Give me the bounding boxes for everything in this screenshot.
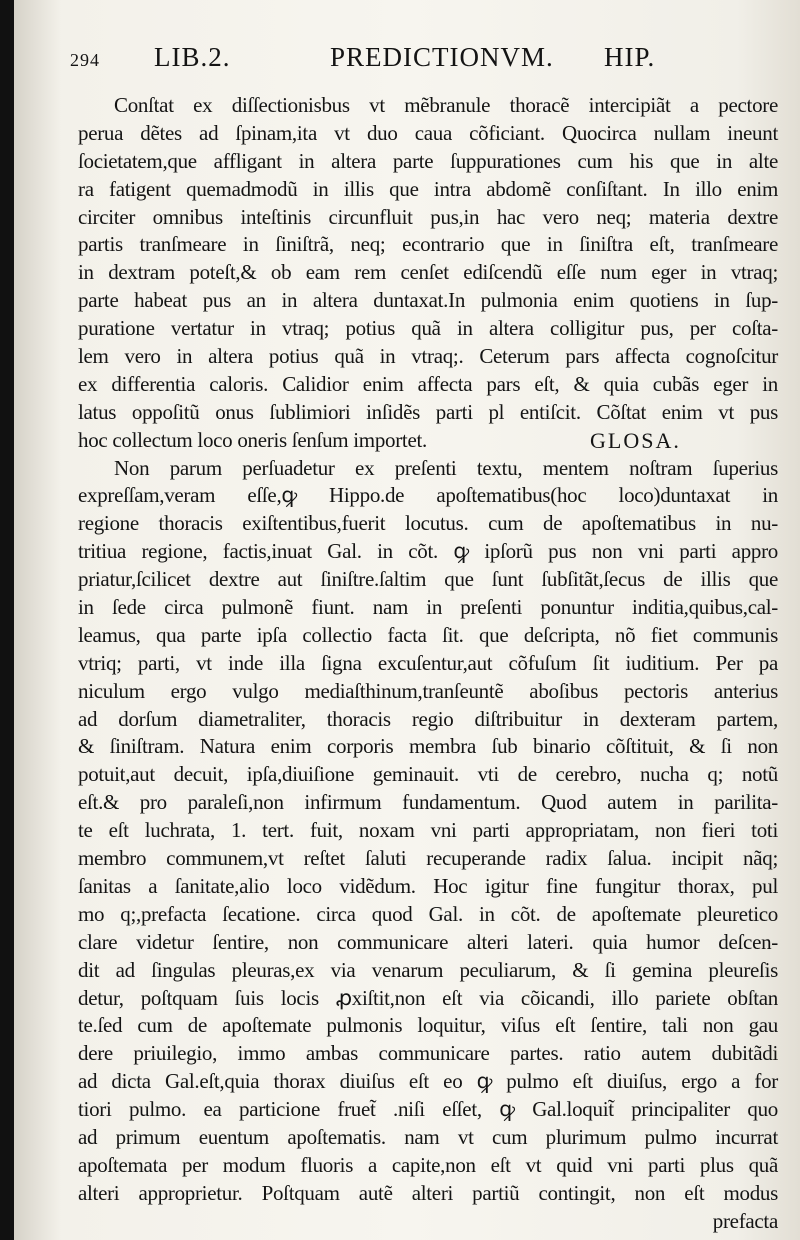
text-line: ad primum euentum apoſtematis. nam vt cum plurimum pulmo incurrat	[78, 1124, 778, 1149]
text-line: in ſede circa pulmonẽ fiunt. nam in preſenti ponuntur inditia,quibus,cal-	[78, 595, 778, 620]
text-line: priatur,ſcilicet dextre aut ſiniſtre.ſaltim que ſunt ſubſitãt,ſecus de illis que	[78, 567, 778, 592]
text-line: clare videtur ſentire, non communicare alteri lateri. quia humor deſcen-	[78, 929, 778, 954]
text-line: potuit,aut decuit, ipſa,diuiſione geminauit. vti de cerebro, nucha q; notũ	[78, 762, 778, 787]
text-line: parte habeat pus an in altera duntaxat.In pulmonia enim quotiens in ſup-	[78, 288, 778, 313]
text-line: ra fatigent quemadmodũ in illis que intra abdomẽ conſiſtant. In illo enim	[78, 176, 778, 201]
book-page	[14, 0, 800, 1240]
text-line: membro communem,vt reſtet ſaluti recuperande radix ſalua. incipit nãq;	[78, 846, 778, 871]
text-line: leamus, qua parte ipſa collectio facta ſit. que deſcripta, nõ fiet communis	[78, 622, 778, 647]
text-line: lem vero in altera potius quã in vtraq;. Ceterum pars affecta cognoſcitur	[78, 344, 778, 369]
text-line: dere priuilegio, immo ambas communicare partes. ratio autem dubitãdi	[78, 1041, 778, 1066]
text-line: expreſſam,veram eſſe,ꝙ Hippo.de apoſtematibus(hoc loco)duntaxat in	[78, 483, 778, 508]
book-number: LIB.2.	[154, 42, 231, 72]
page-number: 294	[70, 50, 100, 70]
text-line: ſanitas a ſanitate,alio loco vidẽdum. Hoc igitur fine fungitur thorax, pul	[78, 873, 778, 898]
text-line: mo q;,prefacta ſecatione. circa quod Gal. in cõt. de apoſtemate pleuretico	[78, 901, 778, 926]
text-line-with-glosa	[78, 427, 778, 455]
text-line: perua dẽtes ad ſpinam,ita vt duo caua cõficiant. Quocirca nullam ineunt	[78, 120, 778, 145]
text-line: te.ſed cum de apoſtemate pulmonis loquitur, viſus eſt ſentire, tali non gau	[78, 1013, 778, 1038]
catchword: prefacta	[712, 1208, 778, 1233]
text-line: apoſtemata per modum fluoris a capite,non eſt vt quid vni parti plus quã	[78, 1152, 778, 1177]
author-abbrev: HIP.	[604, 42, 656, 72]
text-line: ad dorſum diametraliter, thoracis regio diſtribuitur in dexteram partem,	[78, 706, 778, 731]
text-line: latus oppoſitũ onus ſublimiori inſidẽs parti pl entiſcit. Cõſtat enim vt pus	[78, 399, 778, 424]
text-line: ad dicta Gal.eſt,quia thorax diuiſus eſt eo ꝙ pulmo eſt diuiſus, ergo a for	[78, 1069, 778, 1094]
glosa-heading: GLOSA.	[590, 427, 681, 453]
text-line: ex differentia caloris. Calidior enim affecta pars eſt, & quia cubãs eger in	[78, 371, 778, 396]
text-line: puratione vertatur in vtraq; potius quã in altera colligitur pus, per coſta-	[78, 316, 778, 341]
running-header	[64, 42, 770, 82]
scan-border	[0, 0, 14, 1240]
text-line: partis tranſmeare in ſiniſtrã, neq; econtrario que in ſiniſtra eſt, tranſmeare	[78, 232, 778, 257]
running-title: PREDICTIONVM.	[330, 42, 554, 72]
text-line: detur, poſtquam ſuis locis ꝓxiſtit,non eſt via cõicandi, illo pariete obſtan	[78, 985, 778, 1010]
text-line: & ſiniſtram. Natura enim corporis membra ſub binario cõſtituit, & ſi non	[78, 734, 778, 759]
text-line: niculum ergo vulgo mediaſthinum,tranſeuntẽ aboſibus pectoris anterius	[78, 678, 778, 703]
text-line: regione thoracis exiſtentibus,fuerit locutus. cum de apoſtematibus in nu-	[78, 511, 778, 536]
text-line: hoc collectum loco oneris ſenſum importet.	[78, 427, 427, 452]
text-line: vtriq; parti, vt inde illa ſigna excuſentur,aut cõfuſum ſit iuditium. Per pa	[78, 650, 778, 675]
text-line: tritiua regione, factis,inuat Gal. in cõt. ꝙ ipſorũ pus non vni parti appro	[78, 539, 778, 564]
text-line: Conſtat ex diſſectionisbus vt mẽbranule thoracẽ intercipiãt a pectore	[114, 93, 778, 117]
text-line: tiori pulmo. ea particione fruet̃ .niſi eſſet, ꝙ Gal.loquit̃ principaliter quo	[78, 1097, 778, 1122]
text-line: in dextram poteſt,& ob eam rem cenſet ediſcendũ eſſe num eger in vtraq;	[78, 260, 778, 285]
text-line: Non parum perſuadetur ex preſenti textu, mentem noſtram ſuperius	[114, 455, 778, 480]
text-line: eſt.& pro paraleſi,non infirmum fundamentum. Quod autem in parilita-	[78, 790, 778, 815]
text-line: dit ad ſingulas pleuras,ex via venarum peculiarum, & ſi gemina pleureſis	[78, 957, 778, 982]
text-line: alteri approprietur. Poſtquam autẽ alteri partiũ contingit, non eſt modus	[78, 1180, 778, 1205]
text-line: te eſt luchrata, 1. tert. fuit, noxam vni parti appropriatam, non fieri toti	[78, 818, 778, 843]
text-line: circiter omnibus inteſtinis circunfluit pus,in hac vero neq; materia dextre	[78, 204, 778, 229]
text-line: ſocietatem,que affligant in altera parte ſuppurationes cum his que in alte	[78, 148, 778, 173]
main-text	[78, 92, 778, 1236]
